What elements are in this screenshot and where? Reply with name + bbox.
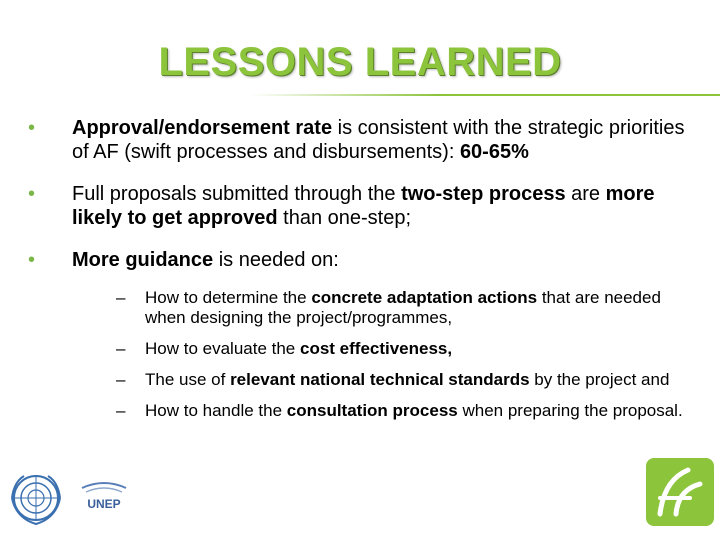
sub-bullet-dash-icon: – (116, 370, 126, 389)
bullet-1-text-3: more likely to get approved (72, 183, 655, 229)
sub-1-text-1: cost effectiveness, (299, 339, 453, 358)
sub-2-text-0: The use of (145, 370, 231, 389)
sub-bullet-item (72, 288, 688, 328)
adaptation-fund-logo-icon (646, 458, 714, 526)
sub-0-text-0: How to determine the (145, 288, 312, 307)
bullet-list (28, 116, 688, 439)
sub-0-text-2: that are needed when designing the project/programmes, (145, 288, 661, 327)
bullet-0-text-0: Approval/endorsement rate (72, 117, 333, 139)
sub-1-text-0: How to evaluate the (145, 339, 300, 358)
bullet-item (28, 182, 688, 230)
slide-title: LESSONS LEARNED (158, 40, 562, 84)
sub-2-text-1: relevant national technical standards (230, 370, 530, 389)
bullet-0-text-1: is consistent with the strategic priorities of AF (swift processes and disbursements): (72, 117, 685, 163)
bullet-1-text-0: Full proposals submitted through the (72, 183, 402, 205)
bullet-1-text-2: are (565, 183, 606, 205)
sub-bullet-dash-icon: – (116, 339, 126, 358)
bullet-item (28, 116, 688, 164)
bullet-dot-icon: • (28, 249, 36, 271)
unep-logo-text: UNEP (87, 497, 121, 511)
bullet-1-text-1: two-step process (401, 183, 566, 205)
bullet-1-text-4: than one-step; (277, 207, 412, 229)
bullet-2-text-0: More guidance (72, 249, 214, 271)
bullet-dot-icon: • (28, 183, 36, 205)
sub-bullet-dash-icon: – (116, 401, 126, 420)
sub-3-text-0: How to handle the (145, 401, 287, 420)
sub-bullet-item (72, 370, 688, 390)
un-emblem-icon (6, 468, 66, 528)
sub-bullet-list (72, 288, 688, 421)
bullet-item (28, 248, 688, 421)
bullet-dot-icon: • (28, 117, 36, 139)
sub-2-text-2: by the project and (529, 370, 670, 389)
sub-3-text-2: when preparing the proposal. (457, 401, 683, 420)
sub-bullet-item (72, 339, 688, 359)
sub-bullet-item (72, 401, 688, 421)
bullet-0-text-2: 60-65% (459, 141, 529, 163)
sub-bullet-dash-icon: – (116, 288, 126, 307)
unep-logo-icon (74, 478, 134, 518)
bullet-2-text-1: is needed on: (213, 249, 339, 271)
sub-3-text-1: consultation process (286, 401, 458, 420)
sub-0-text-1: concrete adaptation actions (311, 288, 538, 307)
title-divider (250, 94, 720, 96)
